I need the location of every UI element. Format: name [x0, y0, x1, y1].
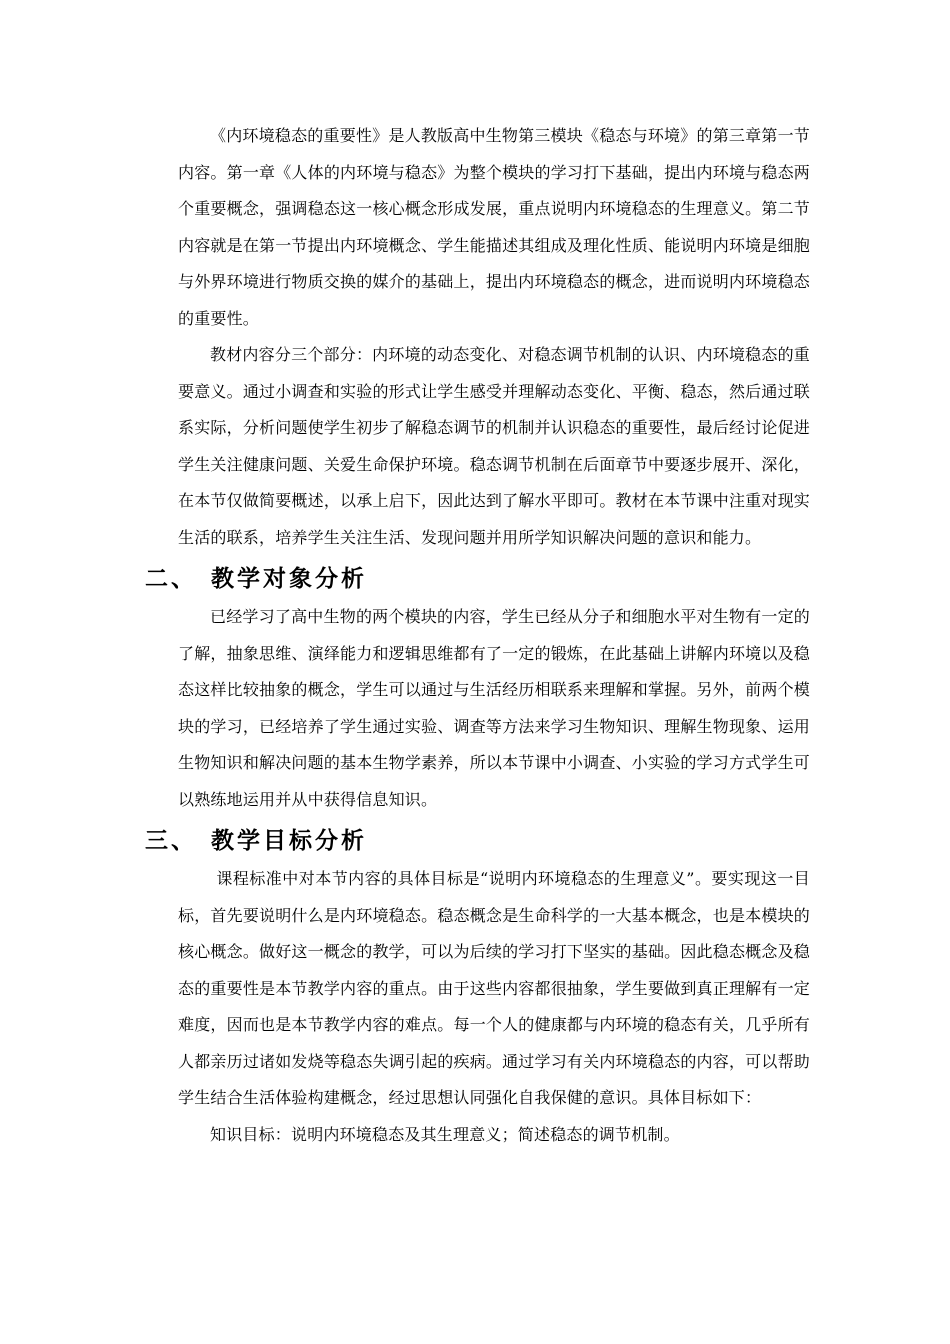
section-number: 二、: [145, 566, 197, 592]
paragraph-objective-analysis: 课程标准中对本节内容的具体目标是“说明内环境稳态的生理意义”。要实现这一目标，首先要说明什么是内环境稳态。稳态概念是生命科学的一大基本概念，也是本模块的核心概念。做好这一概念的教学，可以为后续的学习打下坚实的基础。因此稳态概念及稳态的重要性是本节教学内容的重点。由于这些内容都很抽象，学生要做到真正理解有一定难度，因而也是本节教学内容的难点。每一个人的健康都与内环境的稳态有关，几乎所有人都亲历过诸如发烧等稳态失调引起的疾病。通过学习有关内环境稳态的内容，可以帮助学生结合生活体验构建概念，经过思想认同强化自我保健的意识。具体目标如下：: [178, 869, 810, 1107]
paragraph-knowledge-objective: 知识目标：说明内环境稳态及其生理意义；简述稳态的调节机制。: [210, 1124, 680, 1144]
section-title: 教学对象分析: [211, 566, 367, 592]
paragraph-textbook-content: 教材内容分三个部分：内环境的动态变化、对稳态调节机制的认识、内环境稳态的重要意义。通过小调查和实验的形式让学生感受并理解动态变化、平衡、稳态，然后通过联系实际，分析问题使学生初步了解稳态调节的机制并认识稳态的重要性，最后经讨论促进学生关注健康问题、关爱生命保护环境。稳态调节机制在后面章节中要逐步展开、深化，在本节仅做简要概述，以承上启下，因此达到了解水平即可。教材在本节课中注重对现实生活的联系，培养学生关注生活、发现问题并用所学知识解决问题的意识和能力。: [178, 345, 810, 547]
section-heading-learner-analysis: [145, 559, 810, 599]
section-heading-objective-analysis: [145, 821, 810, 861]
section-title: 教学目标分析: [211, 828, 367, 854]
section-number: 三、: [145, 828, 197, 854]
paragraph-textbook-position: 《内环境稳态的重要性》是人教版高中生物第三模块《稳态与环境》的第三章第一节内容。第一章《人体的内环境与稳态》为整个模块的学习打下基础，提出内环境与稳态两个重要概念，强调稳态这一核心概念形成发展，重点说明内环境稳态的生理意义。第二节内容就是在第一节提出内环境概念、学生能描述其组成及理化性质、能说明内环境是细胞与外界环境进行物质交换的媒介的基础上，提出内环境稳态的概念，进而说明内环境稳态的重要性。: [178, 126, 810, 328]
document-body: [145, 118, 810, 1153]
paragraph-learner-analysis: 已经学习了高中生物的两个模块的内容，学生已经从分子和细胞水平对生物有一定的了解，抽象思维、演绎能力和逻辑思维都有了一定的锻炼，在此基础上讲解内环境以及稳态这样比较抽象的概念，学生可以通过与生活经历相联系来理解和掌握。另外，前两个模块的学习，已经培养了学生通过实验、调查等方法来学习生物知识、理解生物现象、运用生物知识和解决问题的基本生物学素养，所以本节课中小调查、小实验的学习方式学生可以熟练地运用并从中获得信息知识。: [178, 607, 810, 809]
